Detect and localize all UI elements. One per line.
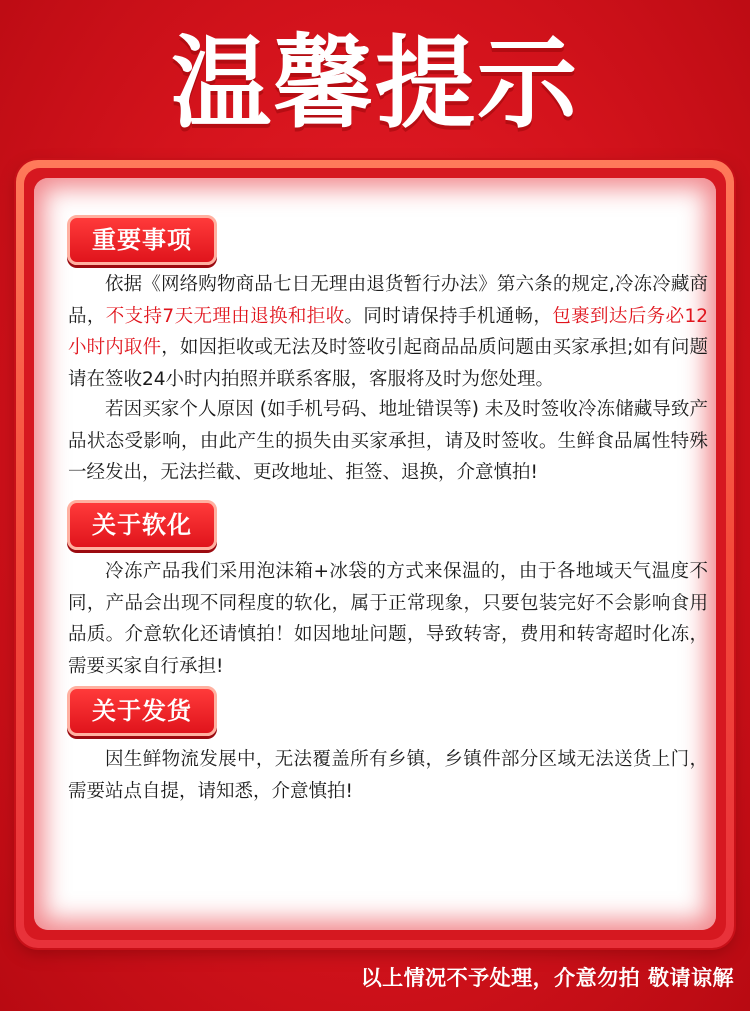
- softening-paragraph: 冷冻产品我们采用泡沫箱+冰袋的方式来保温的，由于各地域天气温度不同，产品会出现不同程度的软化，属于正常现象，只要包装完好不会影响食用品质。介意软化还请慎拍！如因地址问题，导致转寄，费用和转寄超时化冻，需要买家自行承担!: [68, 561, 708, 677]
- highlight-pickup-deadline: 包裹到达后务必12小时内取件: [68, 305, 708, 358]
- shipping-paragraph: 因生鲜物流发展中，无法覆盖所有乡镇，乡镇件部分区域无法送货上门，需要站点自提，请知悉，介意慎拍!: [68, 749, 708, 802]
- important-text-3: ，如因拒收或无法及时签收引起商品品质问题由买家承担;如有问题请在签收24小时内拍照并联系客服，客服将及时为您处理。: [68, 337, 708, 390]
- section-heading-shipping: 关于发货: [67, 686, 217, 736]
- important-text-1: 依据《网络购物商品七日无理由退货暂行办法》第六条的规定,冷冻冷藏商品，: [68, 274, 708, 327]
- page-title: 温馨提示: [171, 25, 579, 142]
- section-heading-important: 重要事项: [67, 215, 217, 265]
- important-paragraph-2: 若因买家个人原因 (如手机号码、地址错误等) 未及时签收冷冻储藏导致产品状态受影响，由此产生的损失由买家承担，请及时签收。生鲜食品属性特殊一经发出，无法拦截、更改地址、拒签、退换，介意慎拍!: [68, 399, 708, 483]
- important-paragraph-1: [68, 269, 708, 395]
- important-text-2: 。同时请保持手机通畅，: [344, 305, 553, 327]
- footer-note: 以上情况不予处理，介意勿拍 敬请谅解: [360, 966, 734, 990]
- notice-frame-inner: [24, 168, 726, 940]
- notice-card: [34, 178, 716, 930]
- highlight-no-return: 不支持7天无理由退换和拒收: [105, 305, 345, 327]
- notice-frame: [16, 160, 734, 948]
- section-heading-softening: 关于软化: [67, 500, 217, 550]
